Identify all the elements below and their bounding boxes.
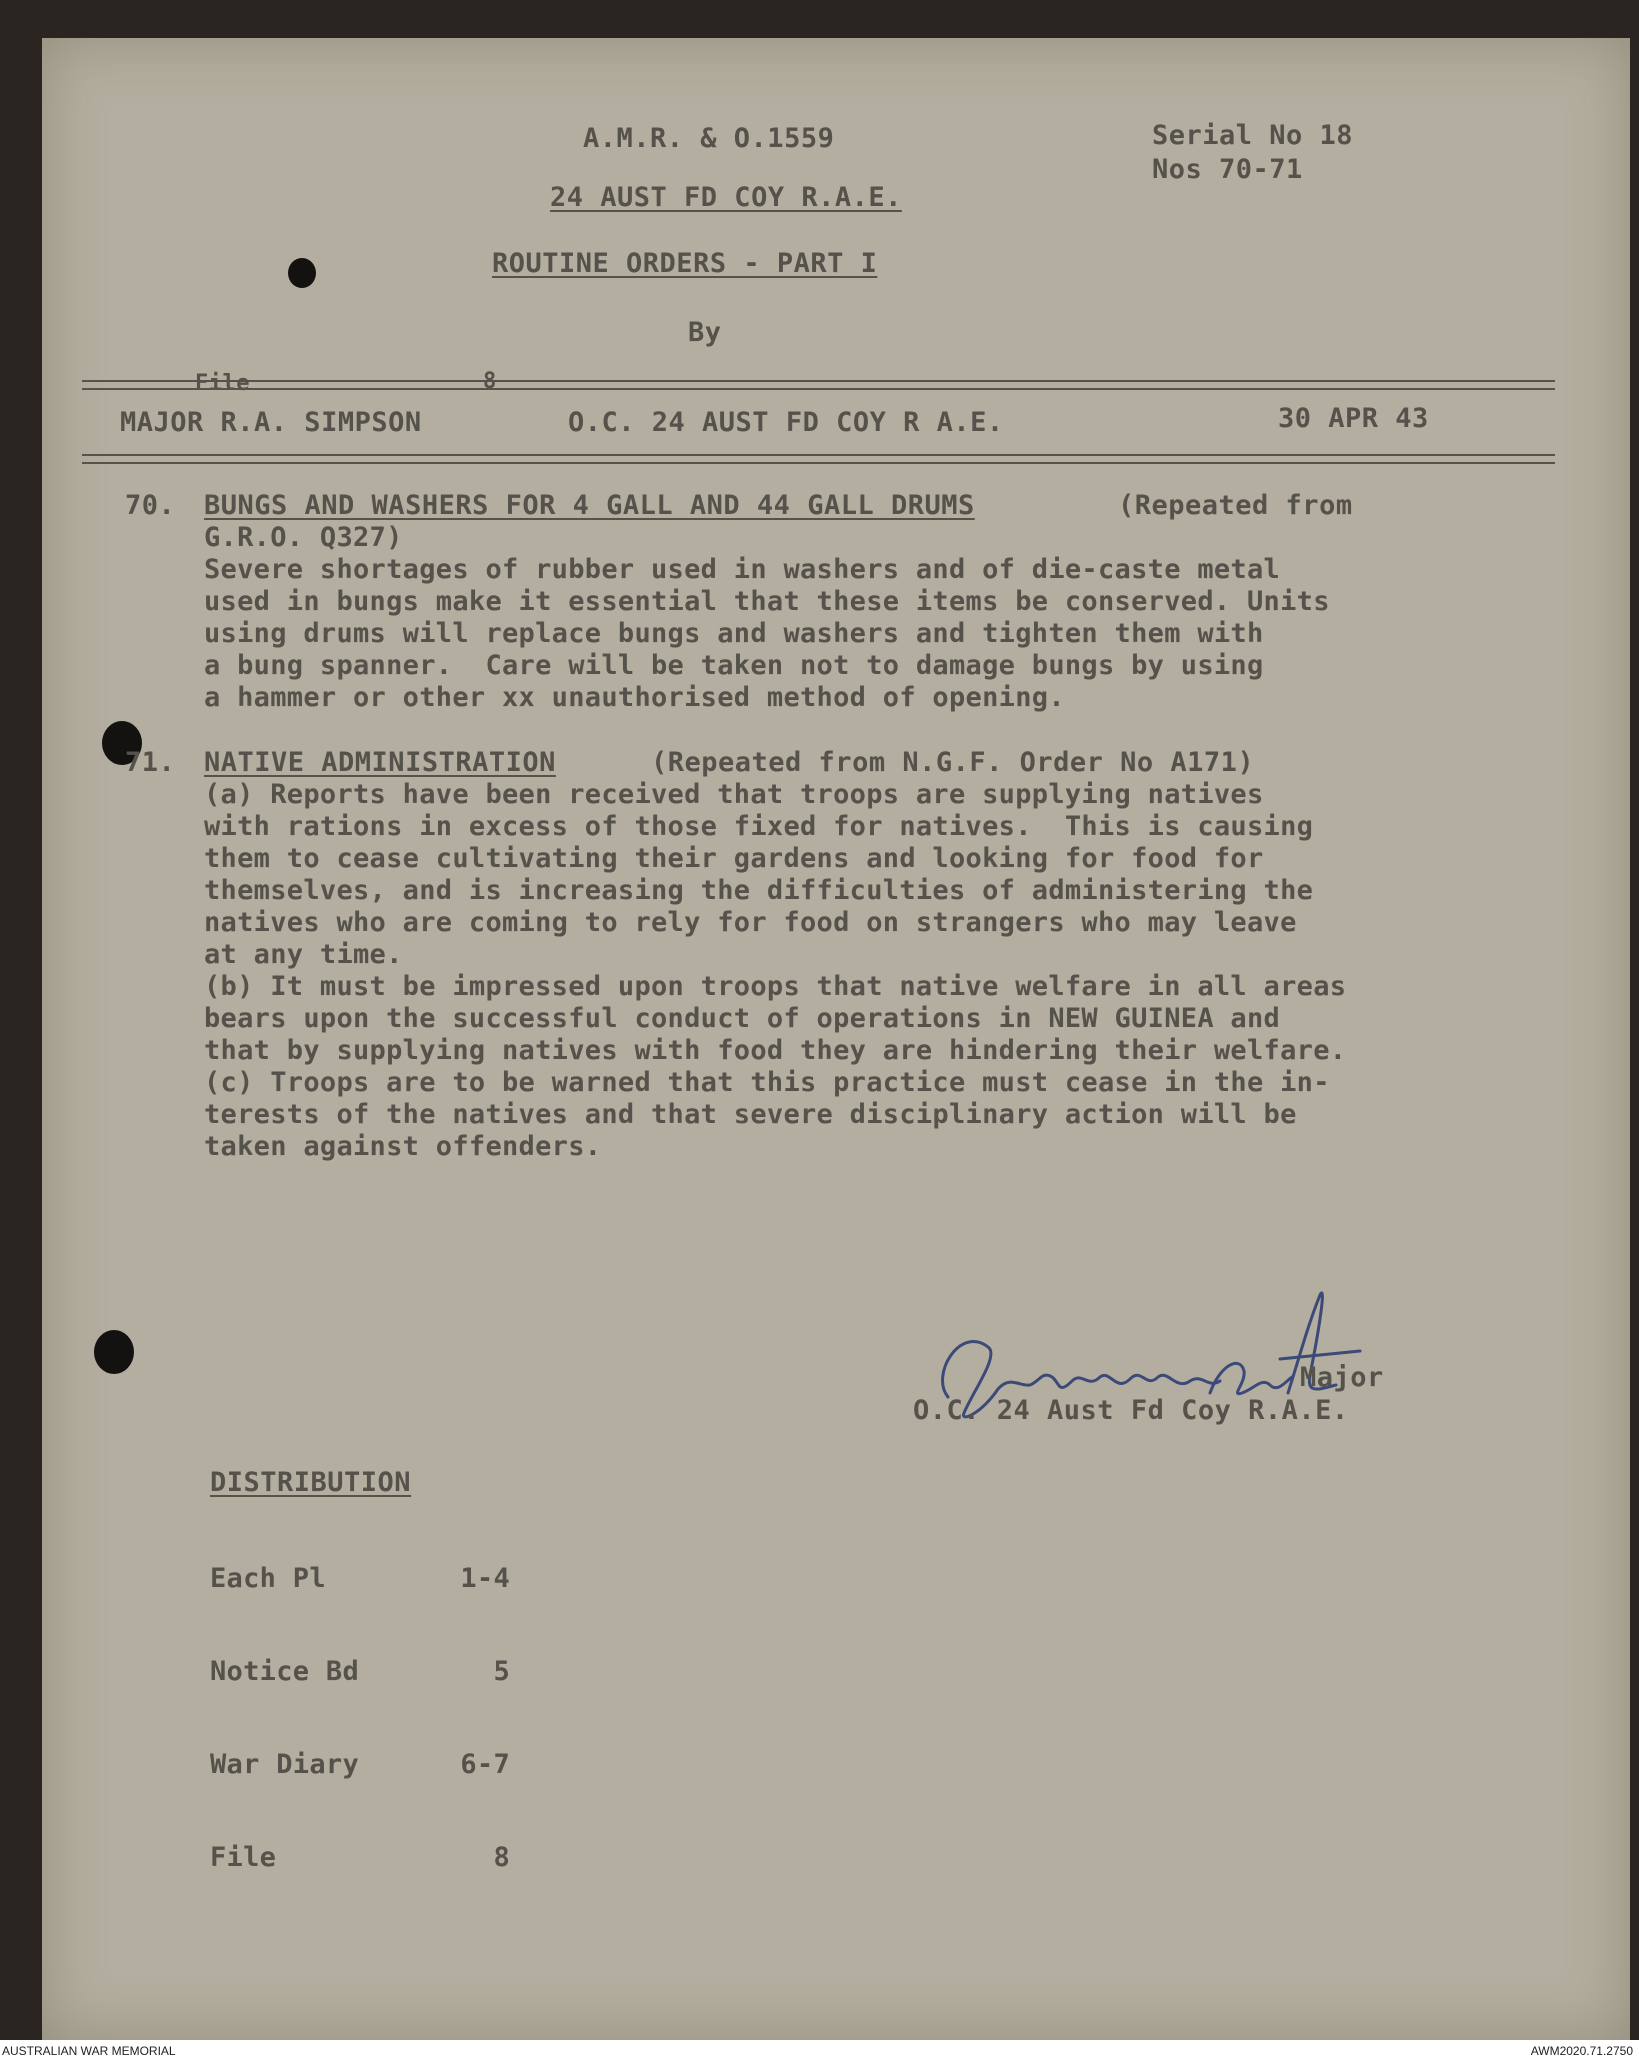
file-note-number: 8 (483, 369, 497, 394)
order-body: G.R.O. Q327) Severe shortages of rubber used in washers and of die-caste metal used in bungs make it essential that these items be conserved. Units using drums will replace bungs and washers and tighten them with a bung spanner. Care will be taken not to damage bungs by using a hammer or other xx unauthorised method of opening. (204, 522, 1330, 713)
distribution-row: Each Pl 1-4 (210, 1563, 510, 1594)
order-number: 70. (125, 490, 176, 521)
distribution-row: War Diary 6-7 (210, 1749, 510, 1780)
file-reference: A.M.R. & O.1559 (583, 123, 835, 154)
punch-hole (94, 1330, 134, 1374)
order-heading-note: (Repeated from N.G.F. Order No A171) (651, 747, 1255, 778)
document-title: ROUTINE ORDERS - PART I (492, 248, 878, 279)
order-body: (a) Reports have been received that troops are supplying natives with rations in excess of those fixed for natives. This is causing them to cease cultivating their gardens and looking for food for themselves, and is increasing the difficulties of administering the natives who are coming to rely for food on strangers who may leave at any time. (b) It must be impressed upon troops that native welfare in all areas bears upon the successful conduct of operations in NEW GUINEA and that by supplying natives with food they are hindering their welfare. (c) Troops are to be warned that this practice must cease in the in- terests of the natives and that severe disciplinary action will be taken against offenders. (204, 779, 1347, 1162)
distribution-row: Notice Bd 5 (210, 1656, 510, 1687)
distribution-row: File 8 (210, 1842, 510, 1873)
footer-archive-id: AWM2020.71.2750 (1530, 2044, 1633, 2058)
order-heading: NATIVE ADMINISTRATION (204, 747, 556, 778)
order-number: 71. (125, 747, 176, 778)
officer-role: O.C. 24 AUST FD COY R A.E. (568, 407, 1004, 438)
footer-archive-name: AUSTRALIAN WAR MEMORIAL (2, 2044, 176, 2058)
distribution-heading: DISTRIBUTION (210, 1467, 412, 1498)
serial-number: Serial No 18 (1152, 120, 1354, 151)
order-numbers: Nos 70-71 (1152, 154, 1303, 185)
order-date: 30 APR 43 (1278, 403, 1429, 434)
unit-title: 24 AUST FD COY R.A.E. (550, 182, 902, 213)
signatory-role: O.C. 24 Aust Fd Coy R.A.E. (913, 1395, 1349, 1426)
order-heading-note: (Repeated from (1118, 490, 1353, 521)
signatory-rank: Major (1300, 1362, 1384, 1393)
header-rule-top (82, 380, 1555, 390)
order-heading: BUNGS AND WASHERS FOR 4 GALL AND 44 GALL DRUMS (204, 490, 975, 521)
signature-text: Herriman Capt (936, 1435, 944, 1436)
header-rule-bottom (82, 454, 1555, 464)
officer-name: MAJOR R.A. SIMPSON (120, 407, 422, 438)
file-note: File (195, 371, 250, 396)
by-line: By (688, 317, 722, 348)
distribution-list (210, 1500, 510, 1904)
punch-hole (288, 258, 316, 288)
